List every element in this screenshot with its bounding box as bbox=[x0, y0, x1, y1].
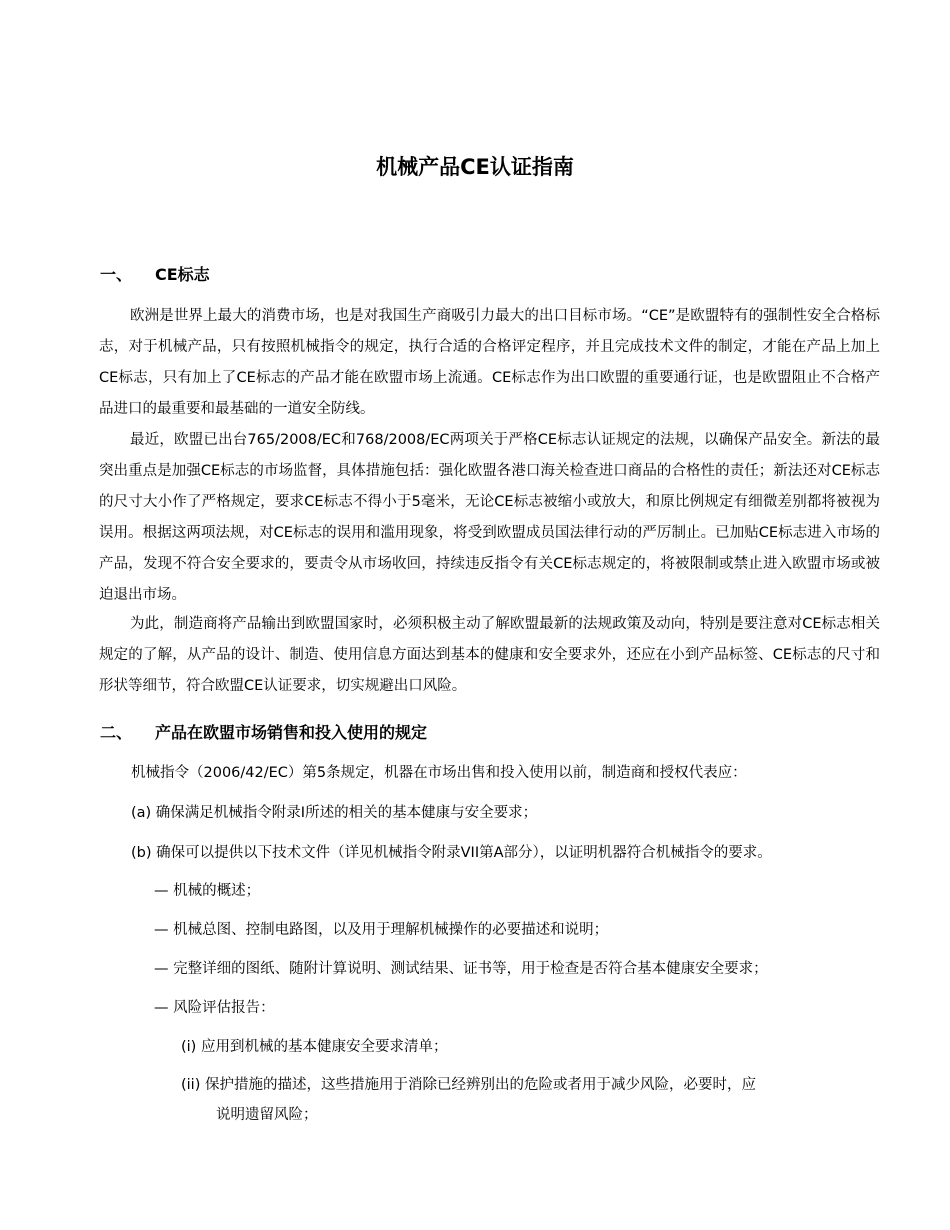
dash-item-detailed: — 完整详细的图纸、随附计算说明、测试结果、证书等，用于检查是否符合基本健康安全要求； bbox=[154, 961, 768, 977]
section-2-number: 二、 bbox=[100, 723, 133, 742]
section-1-paragraph-1: 欧洲是世界上最大的消费市场，也是对我国生产商吸引力最大的出口目标市场。“CE”是欧盟特有的强制性安全合格标志，对于机械产品，只有按照机械指令的规定，执行合适的合格评定程序，并且完成技术文件的制定，才能在产品上加上CE标志，只有加上了CE标志的产品才能在欧盟市场上流通。CE标志作为出口欧盟的重要通行证，也是欧盟阻止不合格产品进口的最重要和最基础的一道安全防线。 bbox=[99, 308, 880, 417]
section-1-title: CE标志 bbox=[155, 265, 210, 284]
section-1-paragraph-2: 最近，欧盟已出台765/2008/EC和768/2008/EC两项关于严格CE标志认证规定的法规，以确保产品安全。新法的最突出重点是加强CE标志的市场监督，具体措施包括：强化欧盟各港口海关检查进口商品的合格性的责任；新法还对CE标志的尺寸大小作了严格规定，要求CE标志不得小于5毫米，无论CE标志被缩小或放大，和原比例规定有细微差别都将被视为误用。根据这两项法规，对CE标志的误用和滥用现象，将受到欧盟成员国法律行动的严厉制止。已加贴CE标志进入市场的产品，发现不符合安全要求的，要责令从市场收回，持续违反指令有关CE标志规定的，将被限制或禁止进入欧盟市场或被迫退出市场。 bbox=[99, 432, 880, 603]
sub-item-ii-line-2: 说明遗留风险； bbox=[216, 1107, 318, 1123]
sub-item-i: (i) 应用到机械的基本健康安全要求清单； bbox=[181, 1039, 448, 1055]
list-item-a: (a) 确保满足机械指令附录Ⅰ所述的相关的基本健康与安全要求； bbox=[131, 805, 538, 821]
dash-item-overview: — 机械的概述； bbox=[154, 883, 261, 899]
sub-item-ii bbox=[181, 1070, 841, 1130]
dash-item-drawings: — 机械总图、控制电路图，以及用于理解机械操作的必要描述和说明； bbox=[154, 922, 609, 938]
section-2-intro: 机械指令（2006/42/EC）第5条规定，机器在市场出售和投入使用以前，制造商和授权代表应： bbox=[131, 765, 747, 781]
section-1-number: 一、 bbox=[100, 265, 133, 284]
section-1-paragraph-3: 为此，制造商将产品输出到欧盟国家时，必须积极主动了解欧盟最新的法规政策及动向，特别是要注意对CE标志相关规定的了解，从产品的设计、制造、使用信息方面达到基本的健康和安全要求外，还应在小到产品标签、CE标志的尺寸和形状等细节，符合欧盟CE认证要求，切实规避出口风险。 bbox=[99, 616, 880, 694]
list-item-b: (b) 确保可以提供以下技术文件（详见机械指令附录VII第A部分），以证明机器符合机械指令的要求。 bbox=[131, 845, 772, 861]
section-2-heading bbox=[100, 720, 427, 746]
dash-item-risk-report: — 风险评估报告： bbox=[154, 1000, 275, 1016]
page-title: 机械产品CE认证指南 bbox=[376, 155, 574, 179]
section-2-title: 产品在欧盟市场销售和投入使用的规定 bbox=[155, 723, 428, 742]
section-1-heading bbox=[100, 262, 210, 288]
sub-item-ii-line-1: (ii) 保护措施的描述，这些措施用于消除已经辨别出的危险或者用于减少风险，必要时，应 bbox=[181, 1077, 756, 1093]
